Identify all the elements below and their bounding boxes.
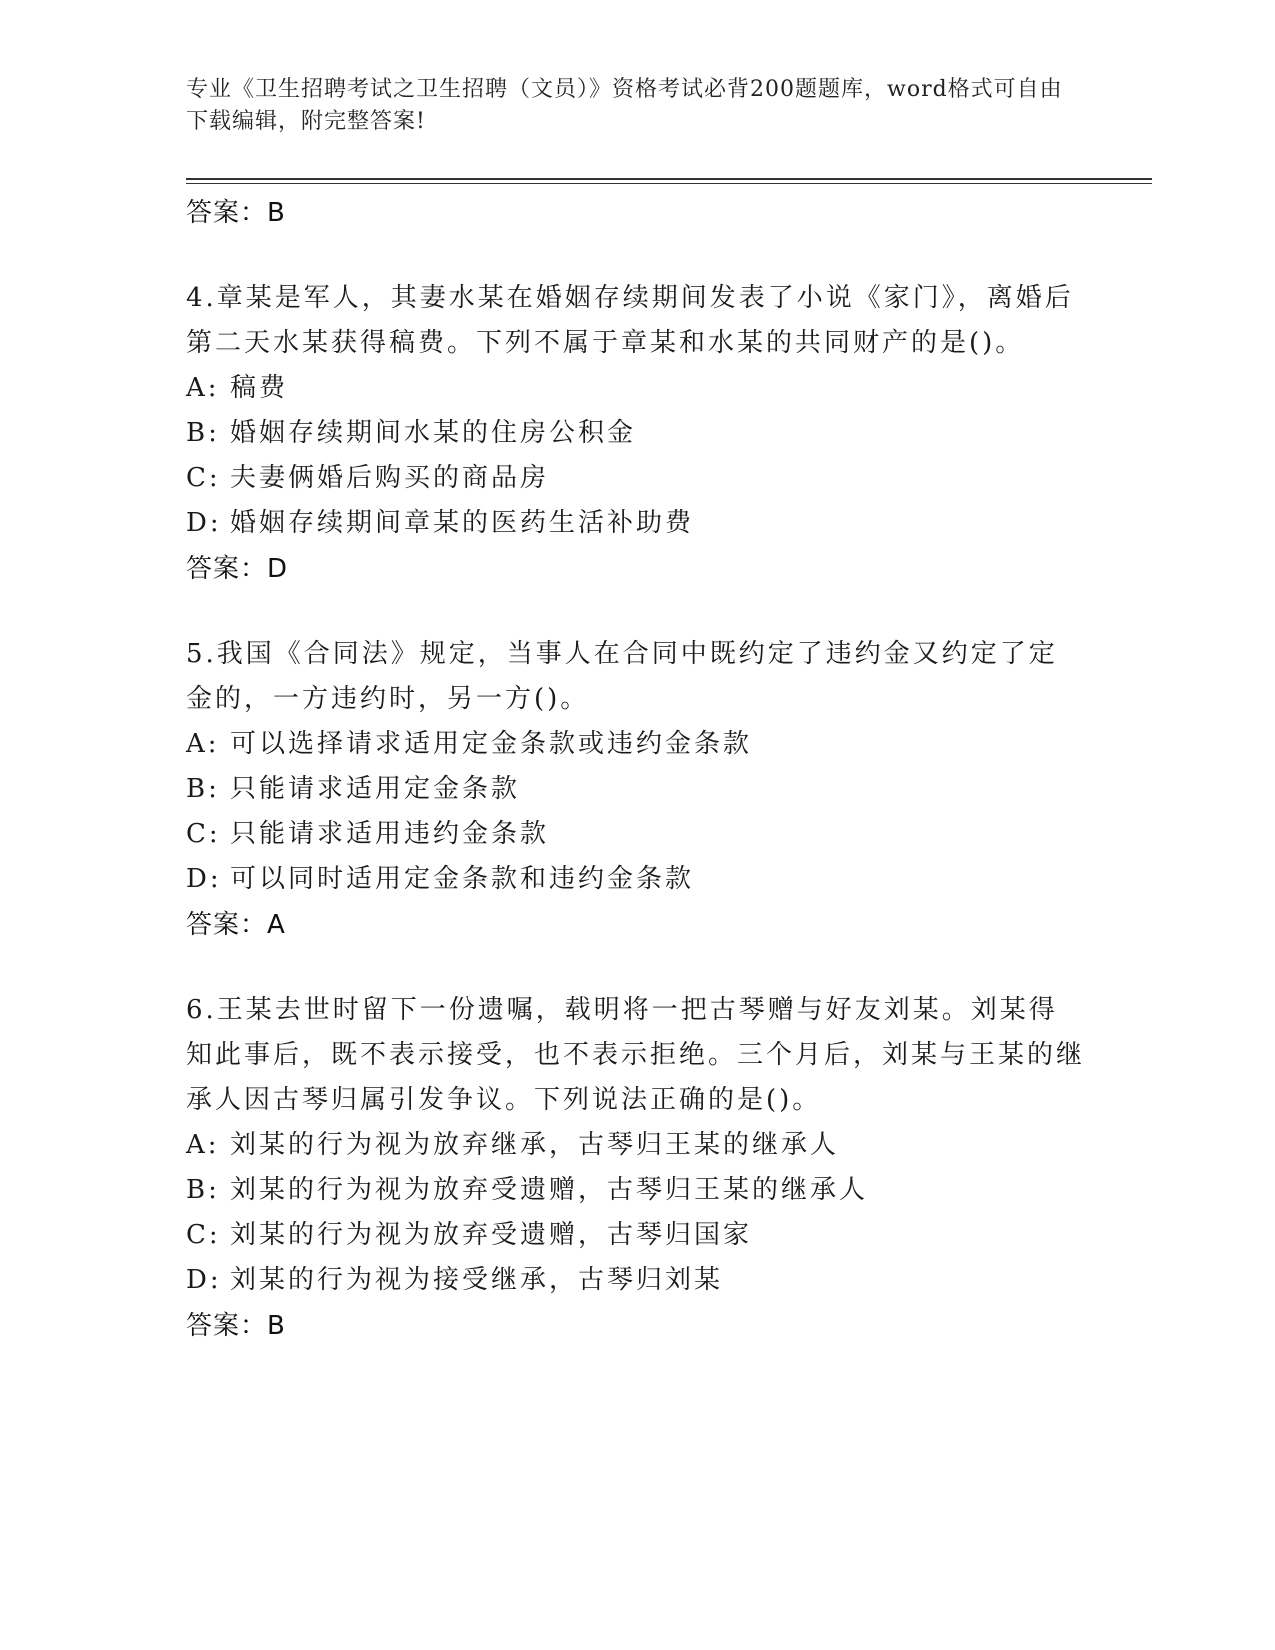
question-text: 5.我国《合同法》规定，当事人在合同中既约定了违约金又约定了定金的，一方违约时，另一方()。: [186, 639, 1058, 714]
option-label: C:: [186, 463, 221, 493]
option-label: D:: [186, 1265, 222, 1295]
option-text: 只能请求适用违约金条款: [230, 819, 550, 849]
option-d: [186, 1258, 1086, 1303]
option-text: 可以选择请求适用定金条款或违约金条款: [230, 729, 753, 759]
answer-line: 答案：B: [186, 198, 286, 228]
question-text: 4.章某是军人，其妻水某在婚姻存续期间发表了小说《家门》，离婚后第二天水某获得稿费。下列不属于章某和水某的共同财产的是()。: [186, 283, 1074, 358]
answer-line: 答案：A: [186, 910, 286, 940]
document-body: [186, 190, 1086, 1349]
option-a: [186, 722, 1086, 767]
option-label: A:: [186, 373, 220, 403]
option-label: C:: [186, 1220, 221, 1250]
header-divider-thin: [186, 183, 1152, 184]
option-c: [186, 1213, 1086, 1258]
option-b: [186, 767, 1086, 812]
option-label: D:: [186, 864, 222, 894]
option-c: [186, 812, 1086, 857]
answer-line: 答案：D: [186, 554, 289, 584]
question-text: 6.王某去世时留下一份遗嘱，载明将一把古琴赠与好友刘某。刘某得知此事后，既不表示接受，也不表示拒绝。三个月后，刘某与王某的继承人因古琴归属引发争议。下列说法正确的是()。: [186, 995, 1086, 1115]
option-label: C:: [186, 819, 221, 849]
option-label: A:: [186, 1130, 220, 1160]
option-label: B:: [186, 774, 220, 804]
option-a: [186, 366, 1086, 411]
question-block: [186, 632, 1086, 948]
header-divider: [186, 178, 1152, 180]
question-block: [186, 276, 1086, 592]
page-header: 专业《卫生招聘考试之卫生招聘（文员）》资格考试必背200题题库，word格式可自由下载编辑，附完整答案!: [186, 77, 1063, 134]
option-text: 可以同时适用定金条款和违约金条款: [230, 864, 695, 894]
option-c: [186, 456, 1086, 501]
option-label: D:: [186, 508, 222, 538]
question-block: [186, 988, 1086, 1349]
option-label: B:: [186, 418, 220, 448]
answer-line: 答案：B: [186, 1311, 286, 1341]
option-text: 稿费: [230, 373, 289, 403]
option-b: [186, 1168, 1086, 1213]
option-d: [186, 501, 1086, 546]
option-text: 刘某的行为视为放弃继承，古琴归王某的继承人: [230, 1130, 840, 1160]
option-label: B:: [186, 1175, 220, 1205]
option-d: [186, 857, 1086, 902]
option-text: 刘某的行为视为放弃受遗赠，古琴归王某的继承人: [230, 1175, 869, 1205]
option-label: A:: [186, 729, 220, 759]
option-a: [186, 1123, 1086, 1168]
option-b: [186, 411, 1086, 456]
option-text: 只能请求适用定金条款: [230, 774, 521, 804]
option-text: 夫妻俩婚后购买的商品房: [230, 463, 550, 493]
option-text: 婚姻存续期间水某的住房公积金: [230, 418, 637, 448]
option-text: 刘某的行为视为放弃受遗赠，古琴归国家: [230, 1220, 753, 1250]
option-text: 刘某的行为视为接受继承，古琴归刘某: [230, 1265, 724, 1295]
option-text: 婚姻存续期间章某的医药生活补助费: [230, 508, 695, 538]
